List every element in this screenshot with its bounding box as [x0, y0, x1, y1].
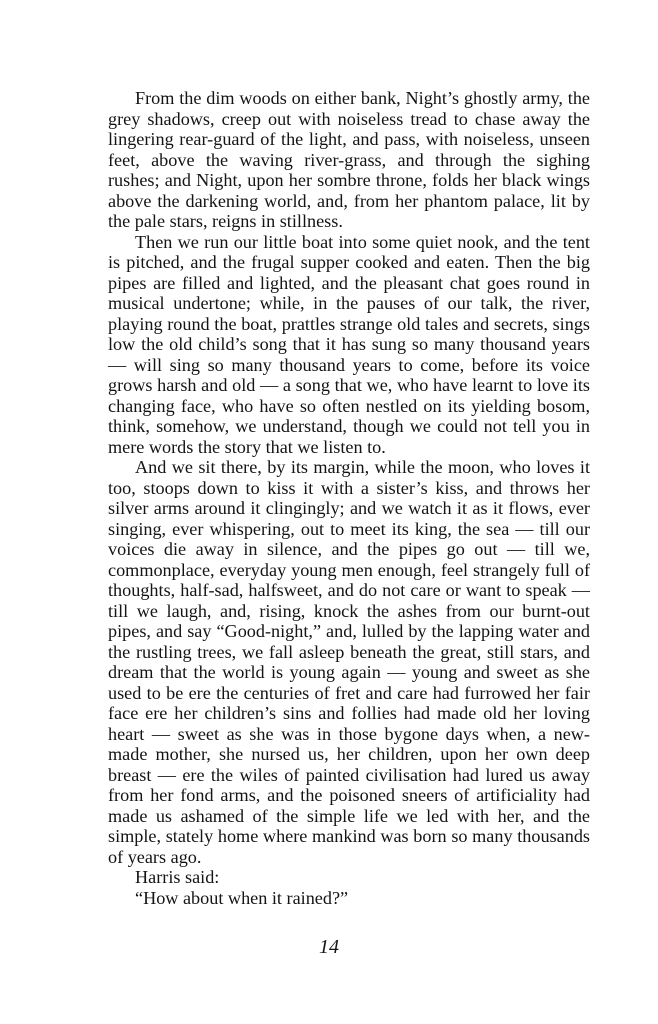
paragraph-boat-nook: Then we run our little boat into some quiet nook, and the tent is pitched, and the frugal supper cooked and eaten. Then the big pipes are filled and lighted, and the pleasant chat goes round in musical undertone; while, in the pauses of our talk, the river, playing round the boat, prattles strange old tales and secrets, sings low the old child’s song that it has sung so many thousand years — will sing so many thousand years to come, before its voice grows harsh and old — a song that we, who have learnt to love its changing face, who have so often nestled on its yielding bosom, think, somehow, we understand, though we could not tell you in mere words the story that we listen to. — [108, 231, 590, 457]
paragraph-moon-margin: And we sit there, by its margin, while the moon, who loves it too, stoops down to kiss it with a sister’s kiss, and throws her silver arms around it clingingly; and we watch it as it flows, ever singing, ever whispering, out to meet its king, the sea — till our voices die away in silence, and the pipes go out — till we, commonplace, everyday young men enough, feel strangely full of thoughts, half-sad, halfsweet, and do not care or want to speak — till we laugh, and, rising, knock the ashes from our burnt-out pipes, and say “Good-night,” and, lulled by the lapping water and the rustling trees, we fall asleep beneath the great, still stars, and dream that the world is young again — young and sweet as she used to be ere the centuries of fret and care had furrowed her fair face ere her children’s sins and follies had made old her loving heart — sweet as she was in those bygone days when, a new-made mother, she nursed us, her children, upon her own deep breast — ere the wiles of painted civilisation had lured us away from her fond arms, and the poisoned sneers of artificiality had made us ashamed of the simple life we led with her, and the simple, stately home where mankind was born so many thousands of years ago. — [108, 457, 590, 867]
paragraph-night-falls: From the dim woods on either bank, Night’s ghostly army, the grey shadows, creep out with noiseless tread to chase away the lingering rear-guard of the light, and pass, with noiseless, unseen feet, above the waving river-grass, and through the sighing rushes; and Night, upon her sombre throne, folds her black wings above the darkening world, and, from her phantom palace, lit by the pale stars, reigns in stillness. — [108, 88, 590, 231]
paragraph-harris-said: Harris said: — [135, 867, 220, 887]
page-number: 14 — [319, 936, 339, 958]
page-body — [108, 88, 590, 908]
paragraph-harris-question: “How about when it rained?” — [135, 887, 349, 908]
